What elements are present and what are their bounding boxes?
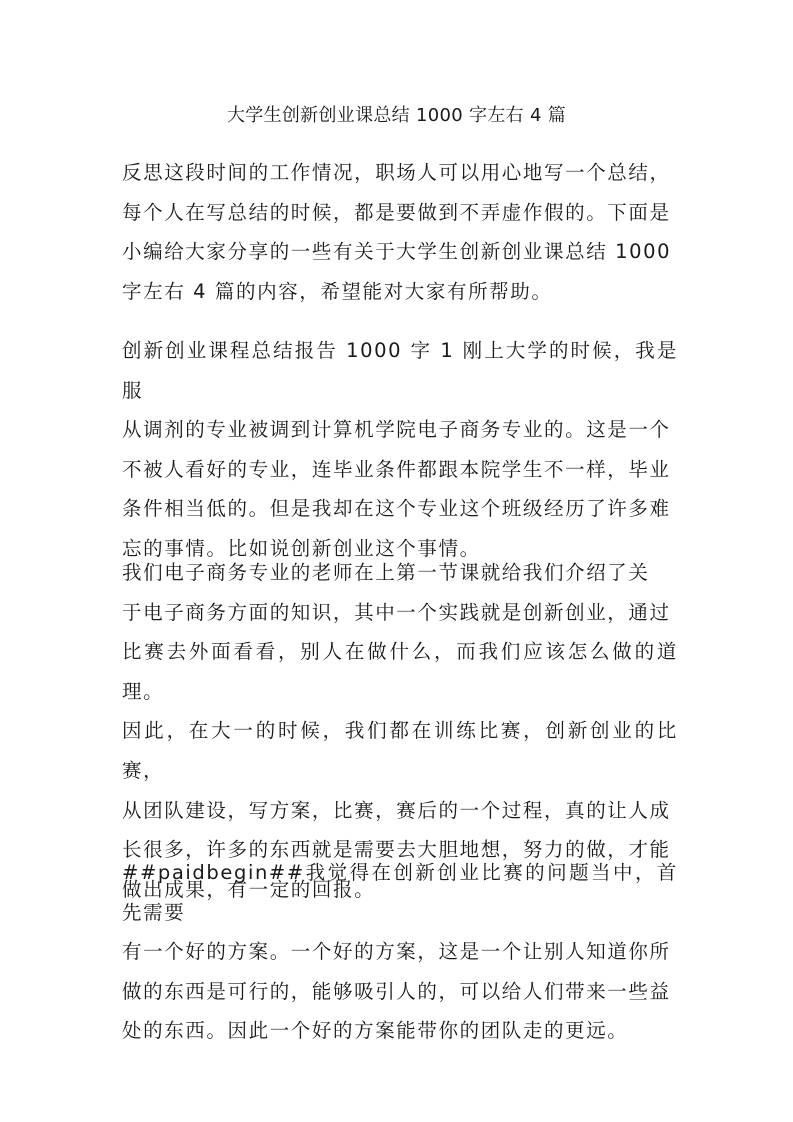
paragraph-ecommerce-course: 我们电子商务专业的老师在上第一节课就给我们介绍了关 于电子商务方面的知识，其中一个实践就是创新创业，通过 比赛去外面看看，别人在做什么，而我们应该怎么做的道理。 因此，在大一的时候，我们都在训练比赛，创新创业的比赛， 从团队建设，写方案，比赛，赛后的一个过程，真的让人成 长很多，许多的东西就是需要去大胆地想，努力的做，才能 做出成果，有一定的回报。 <box>122 561 678 901</box>
document-title: 大学生创新创业课总结 1000 字左右 4 篇 <box>226 105 567 126</box>
paragraph-good-plan: ##paidbegin##我觉得在创新创业比赛的问题当中，首先需要 有一个好的方案。一个好的方案，这是一个让别人知道你所 做的东西是可行的，能够吸引人的，可以给人们带来一些益 处的东西。因此一个好的方案能带你的团队走的更远。 <box>122 861 678 1043</box>
paragraph-report-1: 创新创业课程总结报告 1000 字 1 刚上大学的时候，我是服 从调剂的专业被调到计算机学院电子商务专业的。这是一个 不被人看好的专业，连毕业条件都跟本院学生不一样，毕业 条件相当低的。但是我却在这个专业这个班级经历了许多难 忘的事情。比如说创新创业这个事情。 <box>122 339 678 560</box>
paragraph-intro: 反思这段时间的工作情况，职场人可以用心地写一个总结， 每个人在写总结的时候，都是要做到不弄虚作假的。下面是 小编给大家分享的一些有关于大学生创新创业课总结 1000 字左右 4 篇的内容，希望能对大家有所帮助。 <box>122 161 672 303</box>
